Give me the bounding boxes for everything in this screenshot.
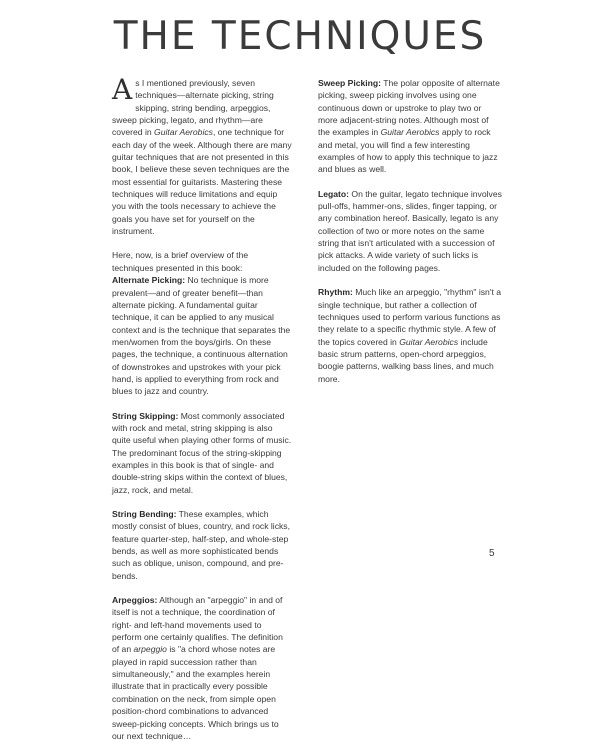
string-bending-text: These examples, which mostly consist of blues, country, and rock licks, feature quarter-step, half-step, and whole-step bends, as well as more sophisticated bends such as oblique, unison, compound, and pre-bends. xyxy=(112,509,290,581)
rhythm-book-title: Guitar Aerobics xyxy=(399,336,459,347)
arpeggios-text-continued: is "a chord whose notes are played in rapid succession rather than simultaneously," and the examples herein illustrate that in practically every possible combination on the neck, from simple open position-chord combinations to advanced sweep-picking concepts. Which brings us to our next technique… xyxy=(112,644,279,741)
string-skipping-paragraph xyxy=(112,410,292,496)
drop-cap: A xyxy=(112,73,133,106)
left-column xyxy=(112,73,292,754)
string-bending-term: String Bending: xyxy=(112,509,177,519)
rhythm-text-continued: include basic strum patterns, open-chord arpeggios, boogie patterns, walking bass lines, and much more. xyxy=(318,336,494,384)
arpeggios-term: Arpeggios: xyxy=(112,595,158,606)
alternate-picking-term: Alternate Picking: xyxy=(112,275,186,286)
sweep-picking-book-title: Guitar Aerobics xyxy=(380,127,440,138)
sweep-picking-text-continued: apply to rock and metal, you will find a few interesting examples of how to apply this technique to jazz and blues as well. xyxy=(318,127,498,175)
sweep-picking-text: The polar opposite of alternate picking, sweep picking involves using one continuous down or upstroke to play two or more adjacent-string notes. Although most of the examples in xyxy=(318,78,500,138)
intro-text-continued: , one technique for each day of the week. Although there are many guitar techniques that are not presented in this book, I believe these seven techniques are the most essential for guitarists. Mastering these techniques will reduce limitations and equip you with the tools necessary to achieve the goals you have set for yourself on the instrument. xyxy=(112,127,292,237)
page-number: 5 xyxy=(489,548,495,559)
overview-paragraph: Here, now, is a brief overview of the techniques presented in this book: xyxy=(112,250,249,273)
arpeggios-text: Although an "arpeggio" in and of itself is not a technique, the coordination of right- and left-hand movements used to perform one certainly qualifies. The definition of an xyxy=(112,595,283,655)
arpeggios-paragraph xyxy=(112,594,292,742)
string-skipping-text: Most commonly associated with rock and metal, string skipping is also quite useful when playing other forms of music. The predominant focus of the string-skipping examples in this book is that of single- and double-string skips within the context of blues, jazz, rock, and metal. xyxy=(112,410,292,495)
page-title: THE TECHNIQUES xyxy=(113,14,487,59)
sweep-picking-term: Sweep Picking: xyxy=(318,78,382,88)
rhythm-text: Much like an arpeggio, "rhythm" isn't a single technique, but rather a collection of techniques used to perform various functions as they relate to a specific rhythmic style. A few of the topics covered in xyxy=(318,287,502,347)
alternate-picking-paragraph xyxy=(112,274,292,397)
rhythm-term: Rhythm: xyxy=(318,287,353,298)
string-bending-paragraph xyxy=(112,508,292,582)
legato-paragraph xyxy=(318,188,502,274)
rhythm-paragraph xyxy=(318,286,502,385)
sweep-picking-paragraph xyxy=(318,77,502,176)
intro-book-title: Guitar Aerobics xyxy=(154,127,213,138)
intro-paragraph xyxy=(112,73,292,237)
string-skipping-term: String Skipping: xyxy=(112,410,179,421)
intro-text: s I mentioned previously, seven techniques—alternate picking, string skipping, string bending, arpeggios, sweep picking, legato, and rhythm—are covered in xyxy=(112,78,274,138)
legato-text: On the guitar, legato technique involves pull-offs, hammer-ons, slides, finger tapping, or any combination hereof. Basically, legato is any collection of two or more notes on the same string that isn't articulated with a succession of pick attacks. A wide variety of such licks is included on the following pages. xyxy=(318,188,502,273)
right-column xyxy=(318,77,502,397)
alternate-picking-text: No technique is more prevalent—and of greater benefit—than alternate picking. A fundamental guitar technique, it can be applied to any musical context and is the technique that separates the men/women from the boys/girls. On these pages, the technique, a continuous alternation of downstrokes and upstrokes with your pick hand, is applied to everything from rock and blues to jazz and country. xyxy=(112,275,291,397)
legato-term: Legato: xyxy=(318,188,350,199)
arpeggio-italic: arpeggio xyxy=(133,644,167,655)
